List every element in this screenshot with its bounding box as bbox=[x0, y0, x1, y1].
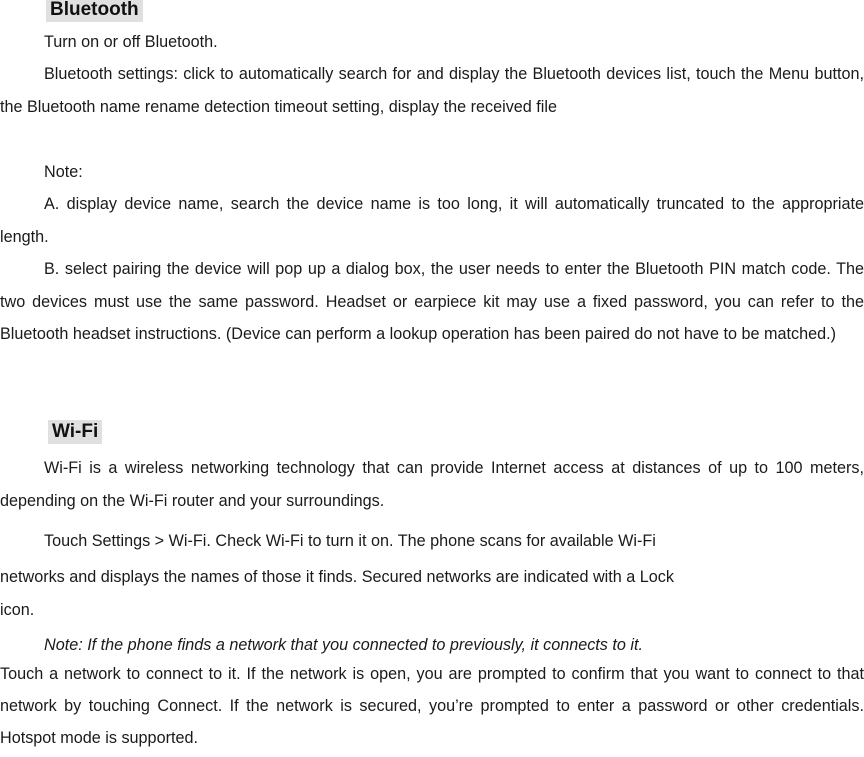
wifi-connect-paragraph: Touch a network to connect to it. If the network is open, you are prompted to confirm that you want to connect to that network by touching Connect. If the network is secured, you’re prompted to enter a password or other credentials. Hotspot mode is supported. bbox=[0, 665, 864, 747]
bluetooth-intro: Turn on or off Bluetooth. bbox=[44, 33, 218, 51]
wifi-note: Note: If the phone finds a network that you connected to previously, it connects to it. bbox=[44, 636, 643, 654]
bluetooth-note-a: A. display device name, search the device name is too long, it will automatically truncated to the appropriate length. bbox=[0, 195, 864, 246]
wifi-intro: Wi-Fi is a wireless networking technology that can provide Internet access at distances of up to 100 meters, depending on the Wi-Fi router and your surroundings. bbox=[0, 459, 864, 510]
wifi-settings-line-1: Touch Settings > Wi-Fi. Check Wi-Fi to turn it on. The phone scans for available Wi-Fi bbox=[44, 532, 656, 550]
bluetooth-note-label: Note: bbox=[44, 163, 83, 181]
bluetooth-settings-paragraph: Bluetooth settings: click to automatically search for and display the Bluetooth devices list, touch the Menu button, the Bluetooth name rename detection timeout setting, display the received file bbox=[0, 65, 864, 116]
wifi-settings-line-2: networks and displays the names of those it finds. Secured networks are indicated with a Lock bbox=[0, 568, 674, 586]
wifi-settings-line-3: icon. bbox=[0, 601, 35, 619]
bluetooth-note-b: B. select pairing the device will pop up a dialog box, the user needs to enter the Bluetooth PIN match code. The two devices must use the same password. Headset or earpiece kit may use a fixed password, you can refer to the Bluetooth headset instructions. (Device can perform a lookup operation has been paired do not have to be matched.) bbox=[0, 260, 864, 343]
bluetooth-heading: Bluetooth bbox=[46, 0, 143, 22]
wifi-heading: Wi-Fi bbox=[48, 420, 102, 444]
